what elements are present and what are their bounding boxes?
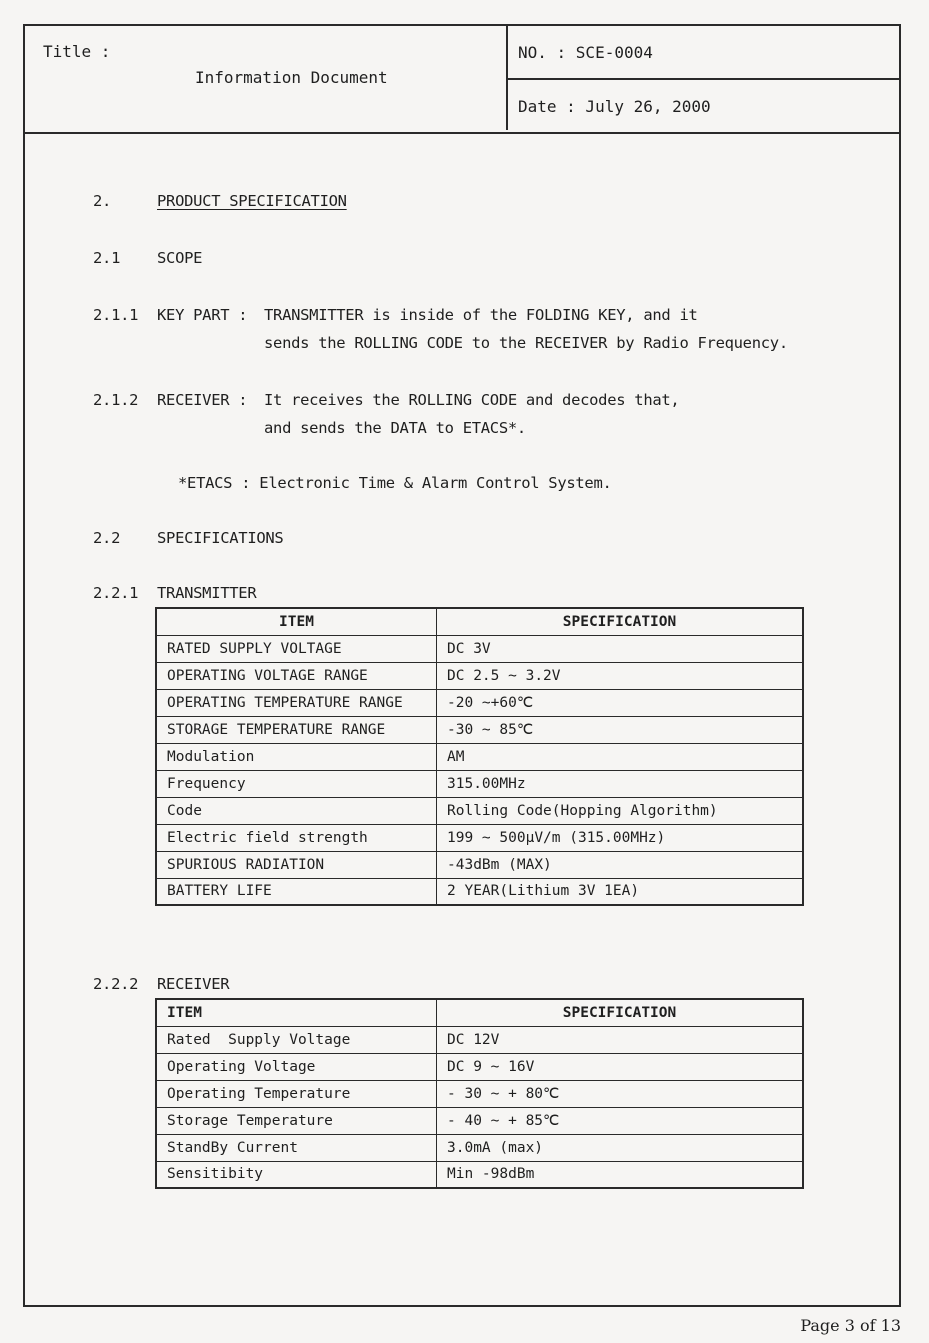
spec-cell: - 30 ~ + 80℃ — [437, 1080, 804, 1107]
table-row — [156, 797, 803, 824]
table-header-row — [156, 608, 803, 635]
item-cell: Code — [156, 797, 437, 824]
item-cell: Modulation — [156, 743, 437, 770]
item-cell: Sensitibity — [156, 1161, 437, 1188]
item-cell: RATED SUPPLY VOLTAGE — [156, 635, 437, 662]
section-2-1-1-label: KEY PART : — [157, 306, 248, 324]
spec-cell: DC 3V — [437, 635, 803, 662]
section-2-1-1-number: 2.1.1 — [93, 306, 139, 324]
section-2-2-1-number: 2.2.1 — [93, 584, 139, 602]
item-cell: SPURIOUS RADIATION — [156, 851, 437, 878]
document-number: NO. : SCE-0004 — [518, 43, 653, 62]
document-date: Date : July 26, 2000 — [518, 97, 711, 116]
section-2-1-1-line2: sends the ROLLING CODE to the RECEIVER by Radio Frequency. — [264, 334, 788, 352]
section-2-title: PRODUCT SPECIFICATION — [157, 192, 347, 210]
section-2-number: 2. — [93, 192, 112, 210]
spec-cell: 3.0mA (max) — [437, 1134, 804, 1161]
table-row — [156, 1134, 803, 1161]
spec-cell: -20 ~+60℃ — [437, 689, 803, 716]
document-header — [25, 26, 899, 134]
table-row — [156, 662, 803, 689]
table-row — [156, 878, 803, 905]
header-specification: SPECIFICATION — [437, 608, 803, 635]
transmitter-spec-table — [155, 607, 804, 906]
title-value: Information Document — [195, 68, 388, 87]
receiver-spec-table — [155, 998, 804, 1189]
spec-cell: 199 ~ 500μV/m (315.00MHz) — [437, 824, 803, 851]
section-2-1-2-number: 2.1.2 — [93, 391, 139, 409]
item-cell: OPERATING VOLTAGE RANGE — [156, 662, 437, 689]
spec-cell: DC 12V — [437, 1026, 804, 1053]
section-2-2-number: 2.2 — [93, 529, 121, 547]
spec-cell: DC 2.5 ~ 3.2V — [437, 662, 803, 689]
date-cell — [508, 80, 899, 130]
item-cell: Storage Temperature — [156, 1107, 437, 1134]
section-2-1-2-line1: It receives the ROLLING CODE and decodes that, — [264, 391, 680, 409]
etacs-note: *ETACS : Electronic Time & Alarm Control System. — [178, 474, 612, 492]
table-row — [156, 1080, 803, 1107]
page-number: Page 3 of 13 — [800, 1316, 901, 1335]
item-cell: STORAGE TEMPERATURE RANGE — [156, 716, 437, 743]
table-row — [156, 689, 803, 716]
item-cell: Rated Supply Voltage — [156, 1026, 437, 1053]
spec-cell: -30 ~ 85℃ — [437, 716, 803, 743]
section-2-1-title: SCOPE — [157, 249, 203, 267]
section-2-1-2-label: RECEIVER : — [157, 391, 248, 409]
spec-cell: Rolling Code(Hopping Algorithm) — [437, 797, 803, 824]
section-2-2-2-title: RECEIVER — [157, 975, 230, 993]
item-cell: Operating Temperature — [156, 1080, 437, 1107]
table-row — [156, 635, 803, 662]
section-2-2-1-title: TRANSMITTER — [157, 584, 257, 602]
header-item: ITEM — [156, 608, 437, 635]
table-row — [156, 716, 803, 743]
section-2-1-number: 2.1 — [93, 249, 121, 267]
section-2-1-2-line2: and sends the DATA to ETACS*. — [264, 419, 526, 437]
section-2-2-2-number: 2.2.2 — [93, 975, 139, 993]
section-2-2-title: SPECIFICATIONS — [157, 529, 284, 547]
item-cell: BATTERY LIFE — [156, 878, 437, 905]
spec-cell: -43dBm (MAX) — [437, 851, 803, 878]
spec-cell: AM — [437, 743, 803, 770]
item-cell: Operating Voltage — [156, 1053, 437, 1080]
item-cell: Electric field strength — [156, 824, 437, 851]
header-item: ITEM — [156, 999, 437, 1026]
spec-cell: DC 9 ~ 16V — [437, 1053, 804, 1080]
spec-cell: - 40 ~ + 85℃ — [437, 1107, 804, 1134]
table-row — [156, 1026, 803, 1053]
table-row — [156, 1053, 803, 1080]
spec-cell: 315.00MHz — [437, 770, 803, 797]
item-cell: Frequency — [156, 770, 437, 797]
table-row — [156, 770, 803, 797]
number-cell — [508, 26, 899, 80]
item-cell: StandBy Current — [156, 1134, 437, 1161]
spec-cell: Min -98dBm — [437, 1161, 804, 1188]
section-2-1-1-line1: TRANSMITTER is inside of the FOLDING KEY, and it — [264, 306, 698, 324]
table-header-row — [156, 999, 803, 1026]
title-label: Title : — [43, 42, 111, 61]
table-row — [156, 1107, 803, 1134]
spec-cell: 2 YEAR(Lithium 3V 1EA) — [437, 878, 803, 905]
table-row — [156, 851, 803, 878]
item-cell: OPERATING TEMPERATURE RANGE — [156, 689, 437, 716]
title-cell — [25, 26, 508, 130]
header-specification: SPECIFICATION — [437, 999, 804, 1026]
table-row — [156, 824, 803, 851]
table-row — [156, 743, 803, 770]
table-row — [156, 1161, 803, 1188]
